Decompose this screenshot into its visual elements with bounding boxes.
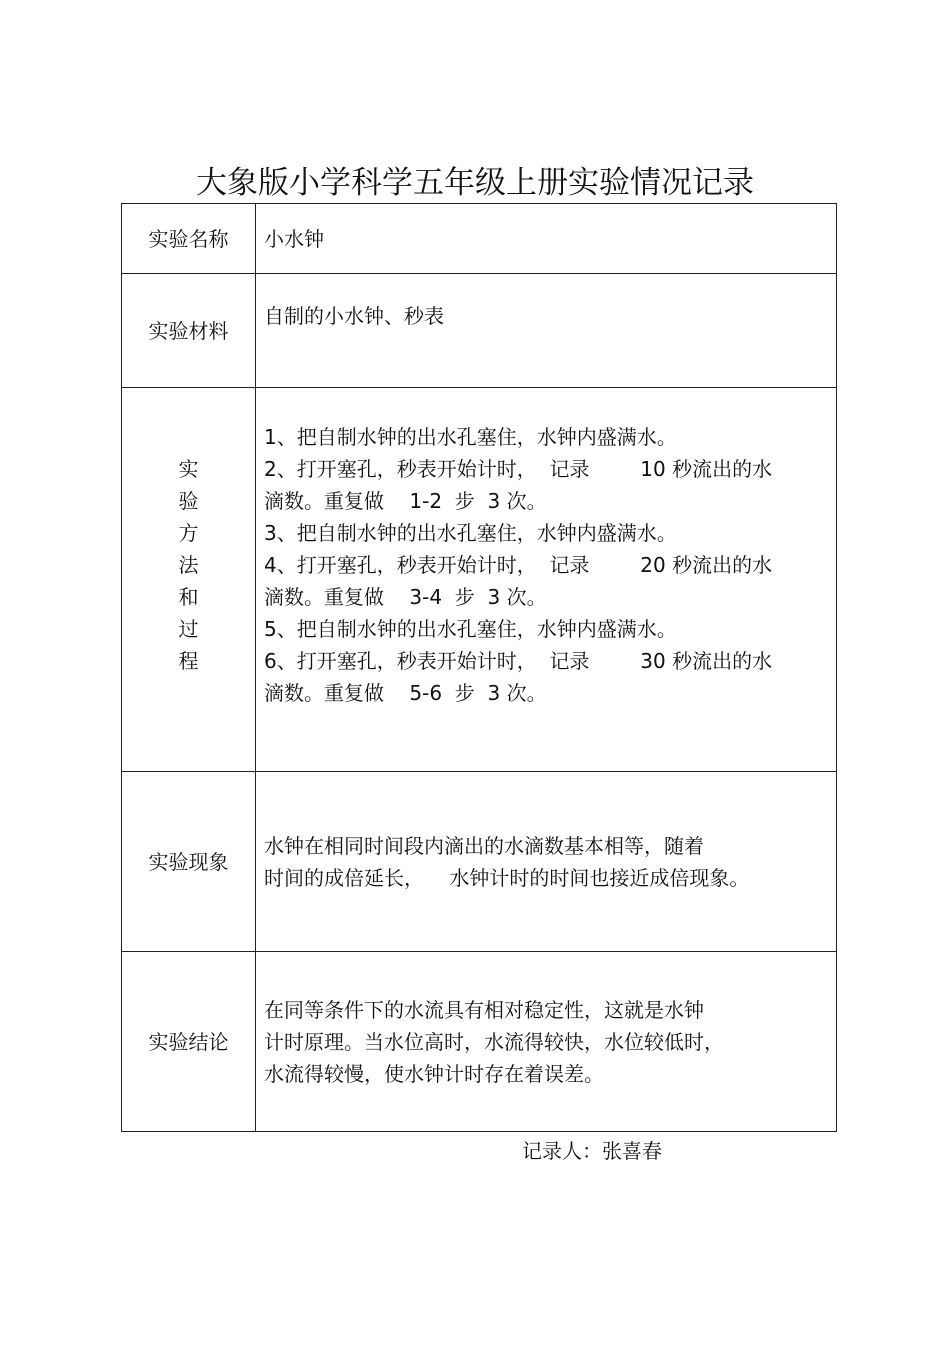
label-method-char: 程 [178, 648, 199, 673]
label-phenomenon: 实验现象 [122, 772, 256, 952]
row-method [122, 388, 837, 772]
method-line: 滴数。重复做 1-2 步 3 次。 [264, 488, 547, 513]
value-method [256, 388, 837, 772]
label-method-char: 和 [178, 584, 199, 609]
method-line: 6、打开塞孔，秒表开始计时， 记录 30 秒流出的水 [264, 648, 773, 673]
label-method-char: 过 [178, 616, 199, 641]
method-line: 3、把自制水钟的出水孔塞住，水钟内盛满水。 [264, 520, 677, 545]
record-table [121, 203, 837, 1132]
label-conclusion: 实验结论 [122, 952, 256, 1132]
label-method-char: 法 [178, 552, 199, 577]
method-line: 滴数。重复做 3-4 步 3 次。 [264, 584, 547, 609]
label-experiment-name: 实验名称 [122, 204, 256, 274]
label-method [122, 388, 256, 772]
conclusion-line: 在同等条件下的水流具有相对稳定性，这就是水钟 [264, 997, 704, 1022]
conclusion-line: 计时原理。当水位高时，水流得较快，水位较低时， [264, 1029, 724, 1054]
method-line: 2、打开塞孔，秒表开始计时， 记录 10 秒流出的水 [264, 456, 773, 481]
value-conclusion [256, 952, 837, 1132]
phenomenon-line: 水钟在相同时间段内滴出的水滴数基本相等，随着 [264, 833, 704, 858]
label-materials: 实验材料 [122, 274, 256, 388]
value-experiment-name: 小水钟 [256, 204, 837, 274]
label-method-char: 方 [178, 520, 199, 545]
method-line: 5、把自制水钟的出水孔塞住，水钟内盛满水。 [264, 616, 677, 641]
value-materials: 自制的小水钟、秒表 [256, 274, 837, 388]
value-phenomenon [256, 772, 837, 952]
label-method-char: 实 [178, 456, 199, 481]
row-experiment-name [122, 204, 837, 274]
phenomenon-line: 时间的成倍延长， 水钟计时的时间也接近成倍现象。 [264, 865, 750, 890]
method-line: 1、把自制水钟的出水孔塞住，水钟内盛满水。 [264, 424, 677, 449]
recorder-signature: 记录人：张喜春 [522, 1139, 662, 1163]
label-method-char: 验 [178, 488, 199, 513]
row-conclusion [122, 952, 837, 1132]
row-phenomenon [122, 772, 837, 952]
row-materials [122, 274, 837, 388]
page-title: 大象版小学科学五年级上册实验情况记录 [196, 165, 754, 201]
method-line: 滴数。重复做 5-6 步 3 次。 [264, 680, 547, 705]
conclusion-line: 水流得较慢，使水钟计时存在着误差。 [264, 1061, 604, 1086]
method-line: 4、打开塞孔，秒表开始计时， 记录 20 秒流出的水 [264, 552, 773, 577]
